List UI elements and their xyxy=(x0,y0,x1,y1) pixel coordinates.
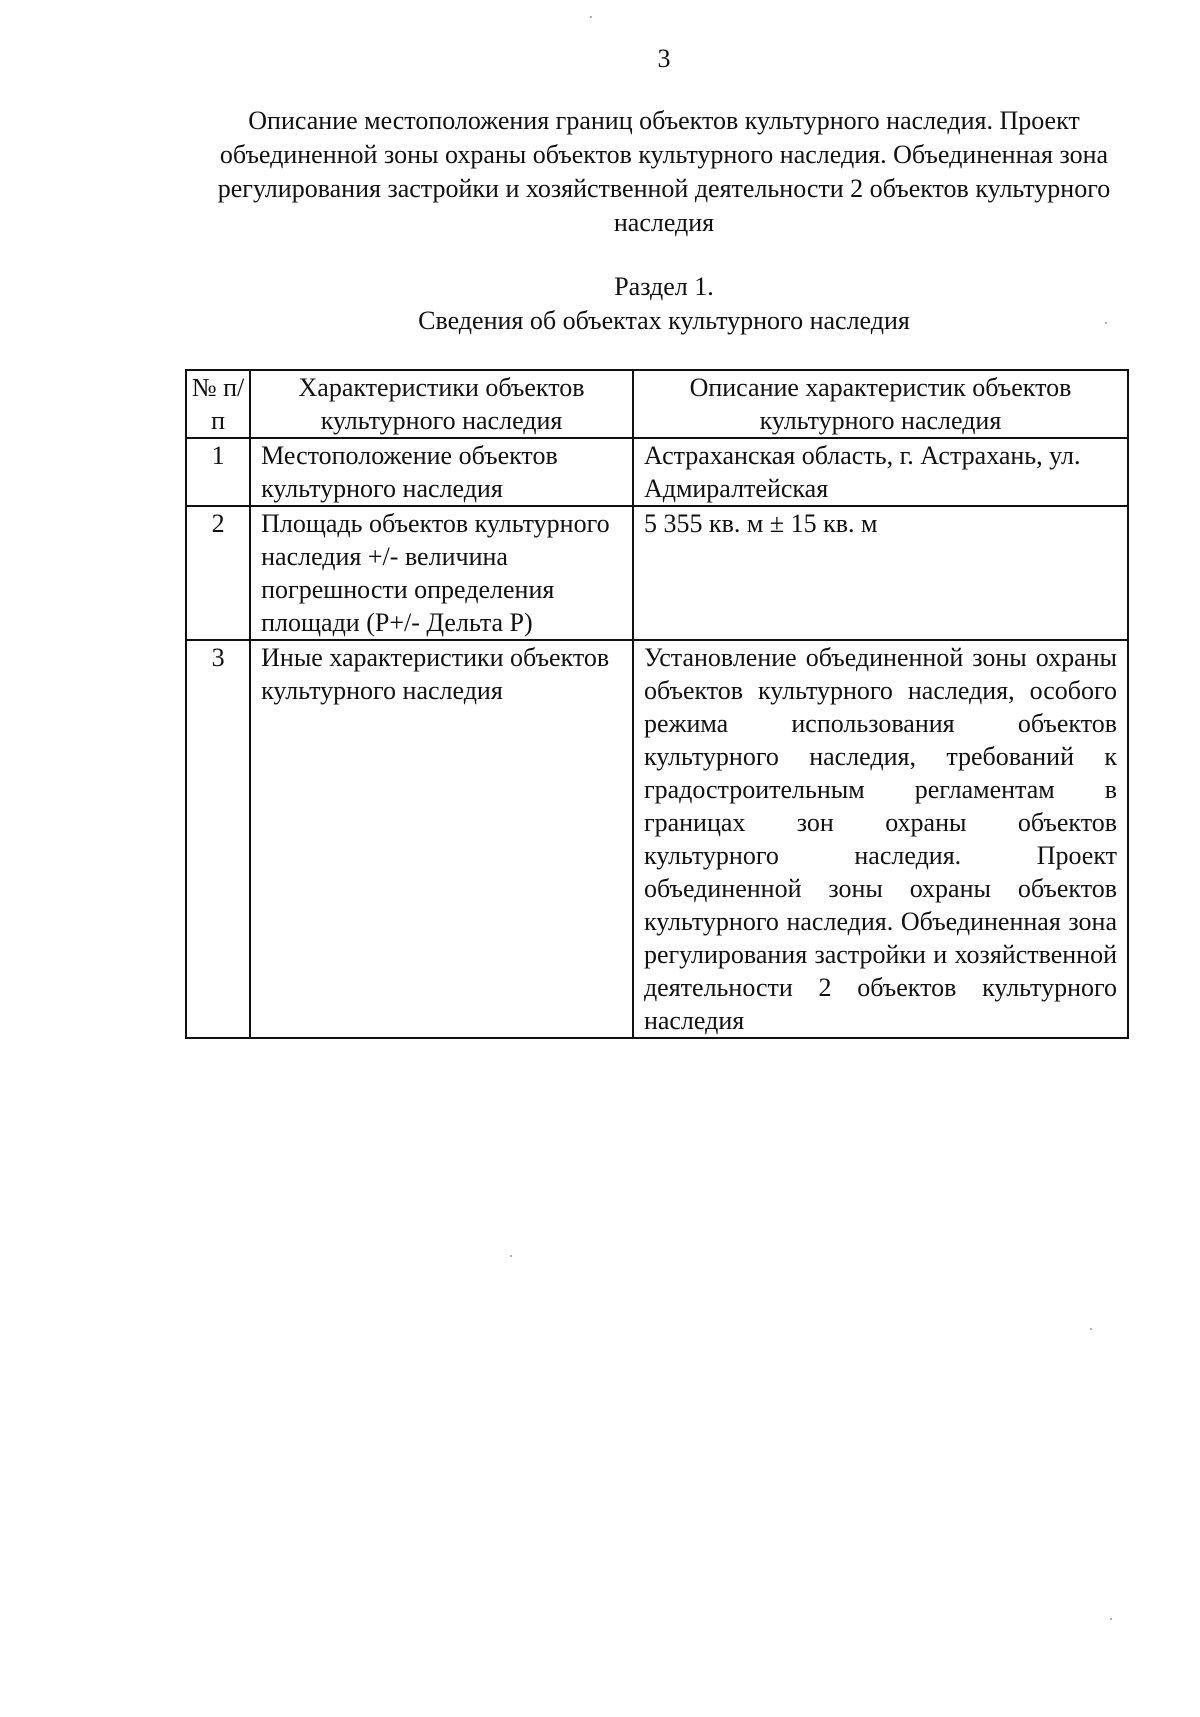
scan-speck xyxy=(1090,1328,1092,1330)
table-row xyxy=(186,438,1128,506)
table-header-row xyxy=(186,370,1128,438)
header-description: Описание характеристик объектов культурного наследия xyxy=(633,370,1128,438)
scan-speck xyxy=(510,1255,512,1257)
heritage-info-table xyxy=(185,369,1129,1039)
section-heading: Сведения об объектах культурного наследия xyxy=(418,306,910,335)
document-title: Описание местоположения границ объектов культурного наследия. Проект объединенной зоны охраны объектов культурного наследия. Объединенная зона регулирования застройки и хозяйственной деятельности 2 объектов культурного наследия xyxy=(217,106,1111,237)
row-description: Установление объединенной зоны охраны объектов культурного наследия, особого режима использования объектов культурного наследия, требований к градостроительным регламентам в границах зон охраны объектов культурного наследия. Проект объединенной зоны охраны объектов культурного наследия. Объединенная зона регулирования застройки и хозяйственной деятельности 2 объектов культурного наследия xyxy=(633,640,1128,1038)
row-num: 3 xyxy=(186,640,250,1038)
page-number: 3 xyxy=(657,44,671,73)
scan-speck xyxy=(590,16,592,18)
row-description: 5 355 кв. м ± 15 кв. м xyxy=(633,506,1128,640)
table-row xyxy=(186,640,1128,1038)
scan-speck xyxy=(1105,322,1107,324)
row-characteristic: Иные характеристики объектов культурного наследия xyxy=(250,640,633,1038)
row-characteristic: Площадь объектов культурного наследия +/- величина погрешности определения площади (Р+/- Дельта Р) xyxy=(250,506,633,640)
header-characteristic: Характеристики объектов культурного наследия xyxy=(250,370,633,438)
row-description: Астраханская область, г. Астрахань, ул. Адмиралтейская xyxy=(633,438,1128,506)
table-row xyxy=(186,506,1128,640)
scan-speck xyxy=(1110,1618,1112,1620)
section-label: Раздел 1. xyxy=(614,272,714,301)
section-heading-block xyxy=(200,270,1128,338)
row-num: 2 xyxy=(186,506,250,640)
row-num: 1 xyxy=(186,438,250,506)
row-characteristic: Местоположение объектов культурного наследия xyxy=(250,438,633,506)
header-num: № п/п xyxy=(186,370,250,438)
